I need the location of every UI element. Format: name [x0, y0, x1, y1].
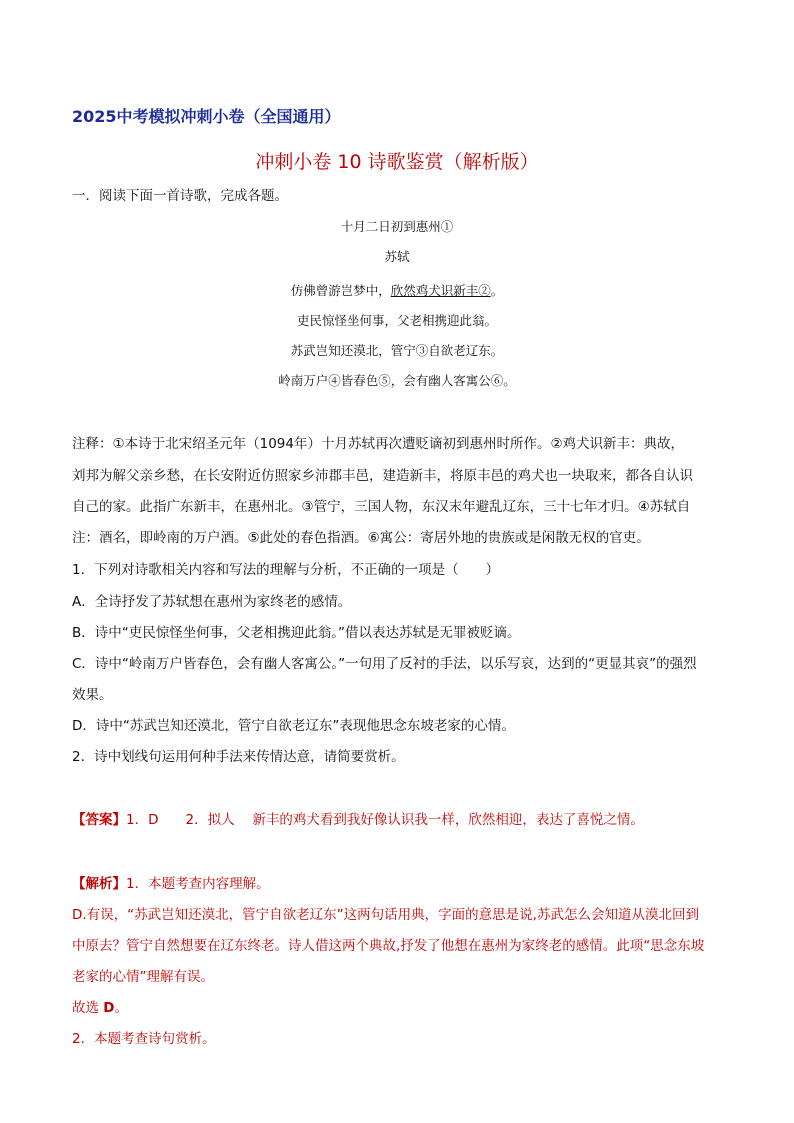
- analysis-header: [72, 874, 722, 894]
- analysis-paragraph-1: D.有误，“苏武岂知还漠北，管宁自欲老辽东”这两句话用典，字面的意思是说,苏武怎么会知道从漠北回到: [72, 907, 699, 923]
- analysis-question-2: 2．本题考查诗句赏析。: [72, 1031, 216, 1047]
- option-b: B．诗中“吏民惊怪坐何事，父老相携迎此翁。”借以表达苏轼是无罪被贬谪。: [72, 625, 521, 641]
- notes-line-4: 注：酒名，即岭南的万户酒。⑤此处的春色指酒。⑥寓公：寄居外地的贵族或是闲散无权的官吏。: [72, 530, 650, 546]
- analysis-choice: D: [103, 1000, 115, 1016]
- poem-line-4: 岭南万户④皆春色⑤，会有幽人客寓公⑥。: [278, 373, 516, 388]
- question-2: 2．诗中划线句运用何种手法来传情达意，请简要赏析。: [72, 749, 405, 765]
- notes-line-1: 注释：①本诗于北宋绍圣元年（1094年）十月苏轼再次遭贬谪初到惠州时所作。②鸡犬识新丰：典故，: [72, 436, 685, 452]
- analysis-conclusion: [72, 998, 722, 1018]
- analysis-conclusion-suffix: 。: [114, 1000, 129, 1016]
- answer-text: 1．D 2．拟人 新丰的鸡犬看到我好像认识我一样，欣然相迎，表达了喜悦之情。: [126, 812, 644, 828]
- poem-line-1: [0, 282, 794, 300]
- poem-underlined-line: 欣然鸡犬识新丰②: [390, 283, 491, 298]
- analysis-head: 1．本题考查内容理解。: [126, 876, 270, 892]
- analysis-label: 【解析】: [72, 876, 126, 892]
- answer-label: 【答案】: [72, 812, 126, 828]
- option-c: C．诗中“岭南万户皆春色，会有幽人客寓公。”一句用了反衬的手法，以乐写哀，达到的“更显其哀”的强烈: [72, 656, 697, 672]
- poem-line-2: 吏民惊怪坐何事，父老相携迎此翁。: [296, 313, 497, 328]
- poem-author: 苏轼: [384, 249, 410, 264]
- poem-line-1-end: 。: [490, 283, 504, 298]
- section-instruction: 一．阅读下面一首诗歌，完成各题。: [72, 188, 288, 204]
- analysis-paragraph-3: 老家的心情”理解有误。: [72, 969, 214, 985]
- option-d: D．诗中“苏武岂知还漠北，管宁自欲老辽东”表现他思念东坡老家的心情。: [72, 718, 515, 734]
- answer-line: [72, 810, 722, 830]
- document-title: 冲刺小卷 10 诗歌鉴赏（解析版）: [255, 151, 539, 173]
- option-a: A．全诗抒发了苏轼想在惠州为家终老的感情。: [72, 594, 352, 610]
- analysis-conclusion-prefix: 故选: [72, 1000, 104, 1016]
- option-c-continued: 效果。: [72, 687, 113, 703]
- notes-line-2: 刘邦为解父亲乡愁，在长安附近仿照家乡沛郡丰邑，建造新丰，将原丰邑的鸡犬也一块取来，都各自认识: [72, 468, 693, 484]
- poem-line-1-plain: 仿佛曾游岂梦中，: [290, 283, 391, 298]
- series-title: 2025中考模拟冲刺小卷（全国通用）: [72, 107, 341, 126]
- poem-line-3: 苏武岂知还漠北，管宁③自欲老辽东。: [290, 343, 504, 358]
- poem-title: 十月二日初到惠州①: [340, 219, 454, 234]
- question-1: 1．下列对诗歌相关内容和写法的理解与分析，不正确的一项是（ ）: [72, 562, 500, 578]
- notes-line-3: 自己的家。此指广东新丰，在惠州北。③管宁，三国人物，东汉末年避乱辽东，三十七年才归。④苏轼自: [72, 499, 691, 515]
- analysis-paragraph-2: 中原去？管宁自然想要在辽东终老。诗人借这两个典故,抒发了他想在惠州为家终老的感情。此项“思念东坡: [72, 938, 705, 954]
